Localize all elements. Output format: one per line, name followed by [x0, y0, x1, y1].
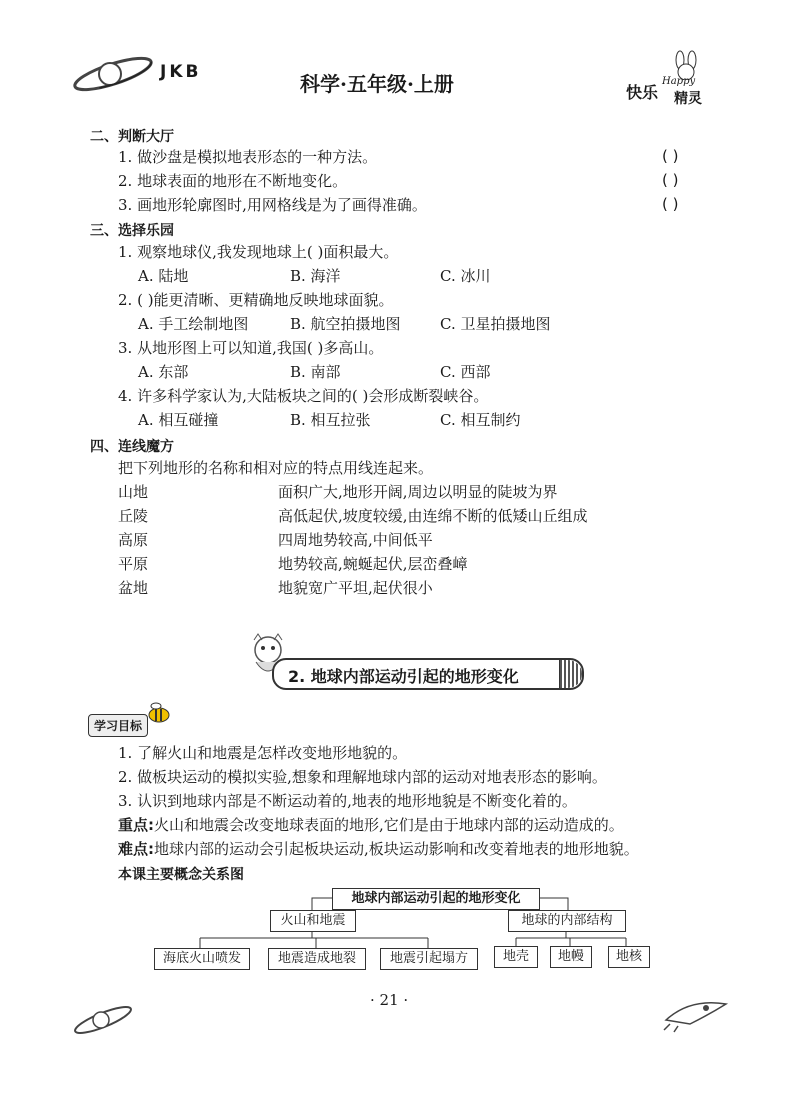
banner-stripe-decoration [559, 660, 582, 688]
concept-left: 火山和地震 [270, 910, 356, 932]
planet-footer-icon [68, 998, 138, 1042]
judge-answer-2[interactable]: ( ) [662, 171, 679, 189]
match-name-3[interactable]: 高原 [118, 531, 149, 549]
concept-right-child-3: 地核 [608, 946, 650, 968]
concept-right-child-2: 地幔 [550, 946, 592, 968]
page-number: · 21 · [370, 991, 409, 1009]
match-feature-5[interactable]: 地貌宽广平坦,起伏很小 [278, 579, 433, 597]
page-header-title: 科学·五年级·上册 [300, 72, 454, 96]
goal-1: 1. 了解火山和地震是怎样改变地形地貌的。 [118, 744, 408, 762]
choice-1-option-c[interactable]: C. 冰川 [440, 267, 491, 285]
match-feature-1[interactable]: 面积广大,地形开阔,周边以明显的陡坡为界 [278, 483, 558, 501]
match-name-2[interactable]: 丘陵 [118, 507, 149, 525]
concept-left-child-1: 海底火山喷发 [154, 948, 250, 970]
key-point-label: 重点: [118, 816, 154, 834]
spaceship-footer-icon [660, 990, 734, 1034]
lesson-title-banner [272, 658, 584, 690]
mascot-text-3: 精灵 [674, 91, 702, 107]
judge-item-1: 1. 做沙盘是模拟地表形态的一种方法。 [118, 148, 378, 166]
concept-map-title: 本课主要概念关系图 [118, 867, 244, 883]
judge-answer-1[interactable]: ( ) [662, 147, 679, 165]
concept-left-child-2: 地震造成地裂 [268, 948, 366, 970]
choice-3-option-b[interactable]: B. 南部 [290, 363, 341, 381]
match-name-5[interactable]: 盆地 [118, 579, 149, 597]
choice-2-option-c[interactable]: C. 卫星拍摄地图 [440, 315, 551, 333]
choice-1-option-a[interactable]: A. 陆地 [138, 267, 189, 285]
choice-3-option-c[interactable]: C. 西部 [440, 363, 491, 381]
difficulty-label: 难点: [118, 840, 154, 858]
choice-4-option-b[interactable]: B. 相互拉张 [290, 411, 371, 429]
match-feature-2[interactable]: 高低起伏,坡度较缓,由连绵不断的低矮山丘组成 [278, 507, 588, 525]
difficulty-text: 地球内部的运动会引起板块运动,板块运动影响和改变着地表的地形地貌。 [154, 840, 639, 858]
match-feature-3[interactable]: 四周地势较高,中间低平 [278, 531, 433, 549]
section-heading-match: 四、连线魔方 [90, 439, 174, 455]
match-name-1[interactable]: 山地 [118, 483, 149, 501]
section-heading-judge: 二、判断大厅 [90, 129, 174, 145]
judge-item-2: 2. 地球表面的地形在不断地变化。 [118, 172, 348, 190]
mascot-text-2: Happy [662, 76, 696, 87]
choice-4-option-a[interactable]: A. 相互碰撞 [138, 411, 219, 429]
choice-4-option-c[interactable]: C. 相互制约 [440, 411, 521, 429]
mascot-text-1: 快乐 [626, 83, 659, 102]
goals-label-badge: 学习目标 [88, 714, 148, 737]
match-instruction: 把下列地形的名称和相对应的特点用线连起来。 [118, 459, 434, 477]
mascot-badge [618, 50, 728, 110]
bee-icon [144, 700, 174, 726]
choice-2-option-b[interactable]: B. 航空拍摄地图 [290, 315, 401, 333]
key-point-text: 火山和地震会改变地球表面的地形,它们是由于地球内部的运动造成的。 [154, 816, 624, 834]
judge-item-3: 3. 画地形轮廓图时,用网格线是为了画得准确。 [118, 196, 427, 214]
choice-question-1: 1. 观察地球仪,我发现地球上( )面积最大。 [118, 243, 399, 261]
match-feature-4[interactable]: 地势较高,蜿蜒起伏,层峦叠嶂 [278, 555, 468, 573]
choice-2-option-a[interactable]: A. 手工绘制地图 [138, 315, 249, 333]
concept-right: 地球的内部结构 [508, 910, 626, 932]
goal-2: 2. 做板块运动的模拟实验,想象和理解地球内部的运动对地表形态的影响。 [118, 768, 607, 786]
choice-question-3: 3. 从地形图上可以知道,我国( )多高山。 [118, 339, 384, 357]
logo-text: JKB [160, 62, 202, 82]
judge-answer-3[interactable]: ( ) [662, 195, 679, 213]
choice-question-4: 4. 许多科学家认为,大陆板块之间的( )会形成断裂峡谷。 [118, 387, 489, 405]
lesson-title: 2. 地球内部运动引起的地形变化 [288, 667, 519, 686]
planet-logo-icon [68, 40, 158, 100]
choice-question-2: 2. ( )能更清晰、更精确地反映地球面貌。 [118, 291, 394, 309]
choice-1-option-b[interactable]: B. 海洋 [290, 267, 341, 285]
goal-3: 3. 认识到地球内部是不断运动着的,地表的地形地貌是不断变化着的。 [118, 792, 577, 810]
difficulty-line [118, 839, 639, 859]
concept-right-child-1: 地壳 [494, 946, 538, 968]
concept-left-child-3: 地震引起塌方 [380, 948, 478, 970]
key-point-line [118, 815, 624, 835]
concept-root: 地球内部运动引起的地形变化 [332, 888, 540, 910]
match-name-4[interactable]: 平原 [118, 555, 149, 573]
choice-3-option-a[interactable]: A. 东部 [138, 363, 189, 381]
section-heading-choice: 三、选择乐园 [90, 223, 174, 239]
